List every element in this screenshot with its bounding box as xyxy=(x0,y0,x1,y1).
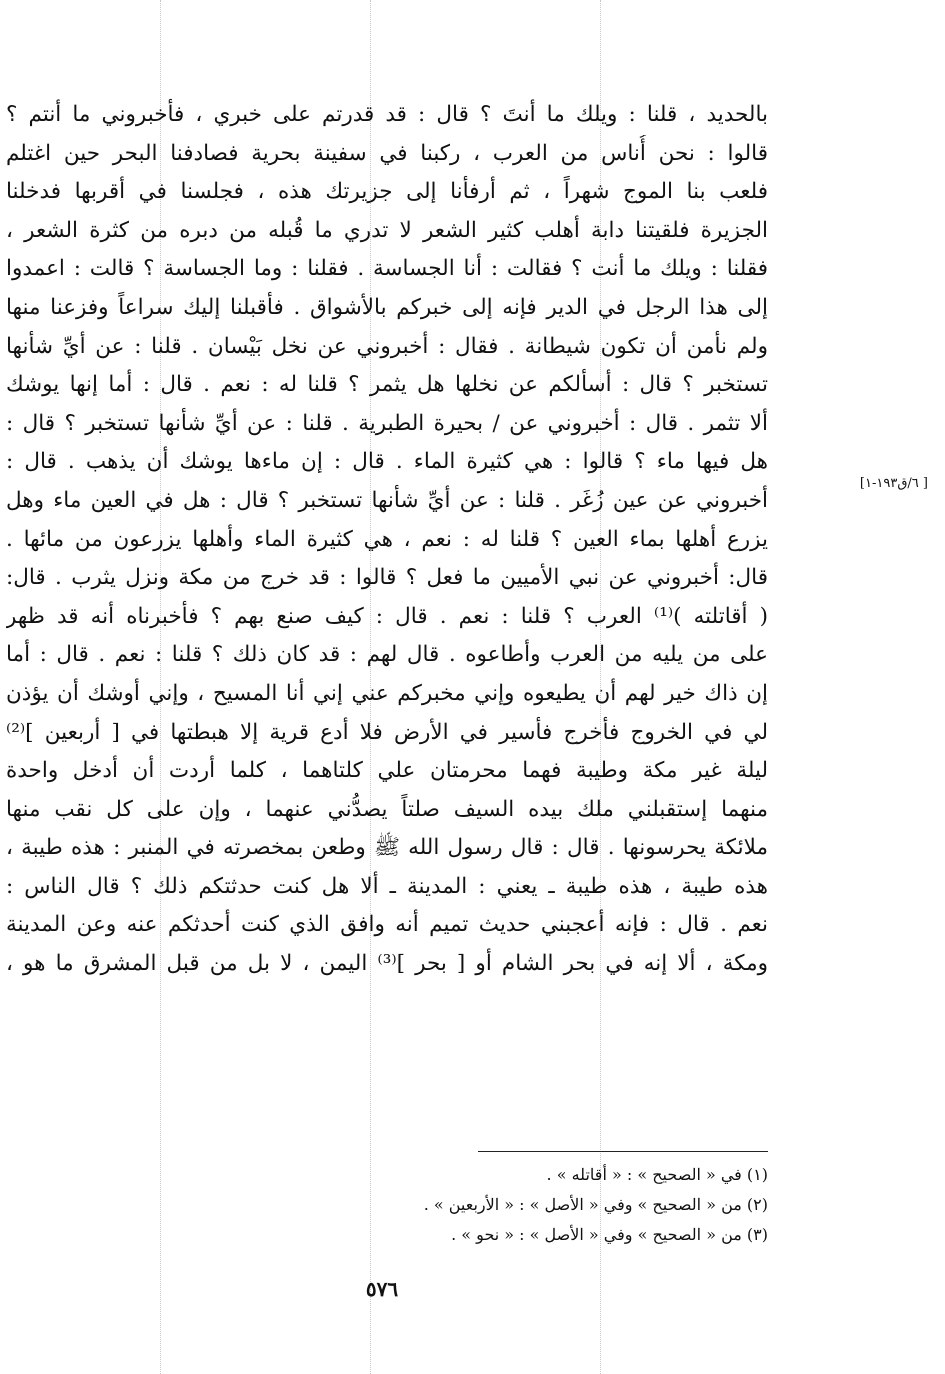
footnote: (٢) من « الصحيح » وفي « الأصل » : « الأربعين » . xyxy=(423,1195,768,1214)
main-text-block xyxy=(6,96,768,984)
text-line: على من يليه من العرب وأطاعوه . قال لهم : قد كان ذلك ؟ قلنا : نعم . قال : أما xyxy=(6,642,768,668)
text-line: هذه طيبة ، هذه طيبة ـ يعني : المدينة ـ ألا هل كنت حدثتكم ذلك ؟ قال الناس : xyxy=(6,873,768,899)
text-line: فقلنا : ويلك ما أنت ؟ فقالت : أنا الجساسة . فقلنا : وما الجساسة ؟ قالت : اعمدوا xyxy=(6,256,768,282)
footnote: (١) في « الصحيح » : « أقاتله » . xyxy=(546,1165,768,1184)
text-line: لي في الخروج فأخرج فأسير في الأرض فلا أدع قرية إلا هبطتها في [ أربعين ]⁽²⁾ xyxy=(6,719,768,745)
text-line: قالوا : نحن أُناس من العرب ، ركبنا في سفينة بحرية فصادفنا البحر حين اغتلم xyxy=(6,140,768,166)
text-line: هل فيها ماء ؟ قالوا : هي كثيرة الماء . قال : إن ماءها يوشك أن يذهب . قال : xyxy=(6,449,768,475)
text-line: يزرع أهلها بماء العين ؟ قلنا له : نعم ، هي كثيرة الماء وأهلها يزرعون من مائها . xyxy=(6,526,768,552)
text-line: إلى هذا الرجل في الدير فإنه إلى خبركم بالأشواق . فأقبلنا إليك سراعاً وفزعنا منها xyxy=(6,294,768,320)
footnote-separator xyxy=(478,1151,768,1152)
footnote: (٣) من « الصحيح » وفي « الأصل » : « نحو » . xyxy=(451,1225,768,1244)
text-line: ألا تثمر . قال : أخبروني عن / بحيرة الطبرية . قلنا : عن أيِّ شأنها تستخبر ؟ قال : xyxy=(6,410,768,436)
text-line: نعم . قال : فإنه أعجبني حديث تميم أنه وافق الذي كنت أحدثكم عنه وعن المدينة xyxy=(6,912,768,938)
text-line: ( أقاتلته )⁽¹⁾ العرب ؟ قلنا : نعم . قال : كيف صنع بهم ؟ فأخبرناه أنه قد ظهر xyxy=(6,603,768,629)
text-line: ومكة ، ألا إنه في بحر الشام أو [ بحر ]⁽³⁾ اليمن ، لا بل من قبل المشرق ما هو ، xyxy=(6,951,768,977)
text-line: ولم نأمن أن تكون شيطانة . فقال : أخبروني عن نخل بَيْسان . قلنا : عن أيِّ شأنها xyxy=(6,333,768,359)
text-line: فلعب بنا الموج شهراً ، ثم أرفأنا إلى جزيرتك هذه ، فجلسنا في أقربها فدخلنا xyxy=(6,179,768,205)
text-line: بالحديد ، قلنا : ويلك ما أنتَ ؟ قال : قد قدرتم على خبري ، فأخبروني ما أنتم ؟ xyxy=(6,102,768,127)
text-line: منهما إستقبلني ملك بيده السيف صلتاً يصدُّني عنهما ، وإن على كل نقب منها xyxy=(6,796,768,822)
footnotes-block xyxy=(300,1160,768,1250)
text-line: إن ذاك خير لهم أن يطيعوه وإني مخبركم عني إني أنا المسيح ، وإني أوشك أن يؤذن xyxy=(6,680,768,706)
text-line: أخبروني عن عين زُغَر . قلنا : عن أيِّ شأنها تستخبر ؟ قال : هل في العين ماء وهل xyxy=(6,487,768,513)
text-line: قال: أخبروني عن نبي الأميين ما فعل ؟ قالوا : قد خرج من مكة ونزل يثرب . قال: xyxy=(6,565,768,591)
text-line: الجزيرة فلقيتنا دابة أهلب كثير الشعر لا تدري ما قُبله من دبره من كثرة الشعر ، xyxy=(6,217,768,243)
text-line: ليلة غير مكة وطيبة فهما محرمتان علي كلتاهما ، كلما أردت أن أدخل واحدة xyxy=(6,758,768,784)
margin-manuscript-reference: [ ٦/ق١٩٣-١] xyxy=(859,476,928,491)
text-line: ملائكة يحرسونها . قال : قال رسول الله ﷺ وطعن بمخصرته في المنبر : هذه طيبة ، xyxy=(6,835,768,861)
page-number: ٥٧٦ xyxy=(365,1277,399,1301)
text-line: تستخبر ؟ قال : أسألكم عن نخلها هل يثمر ؟ قلنا له : نعم . قال : أما إنها يوشك xyxy=(6,372,768,398)
